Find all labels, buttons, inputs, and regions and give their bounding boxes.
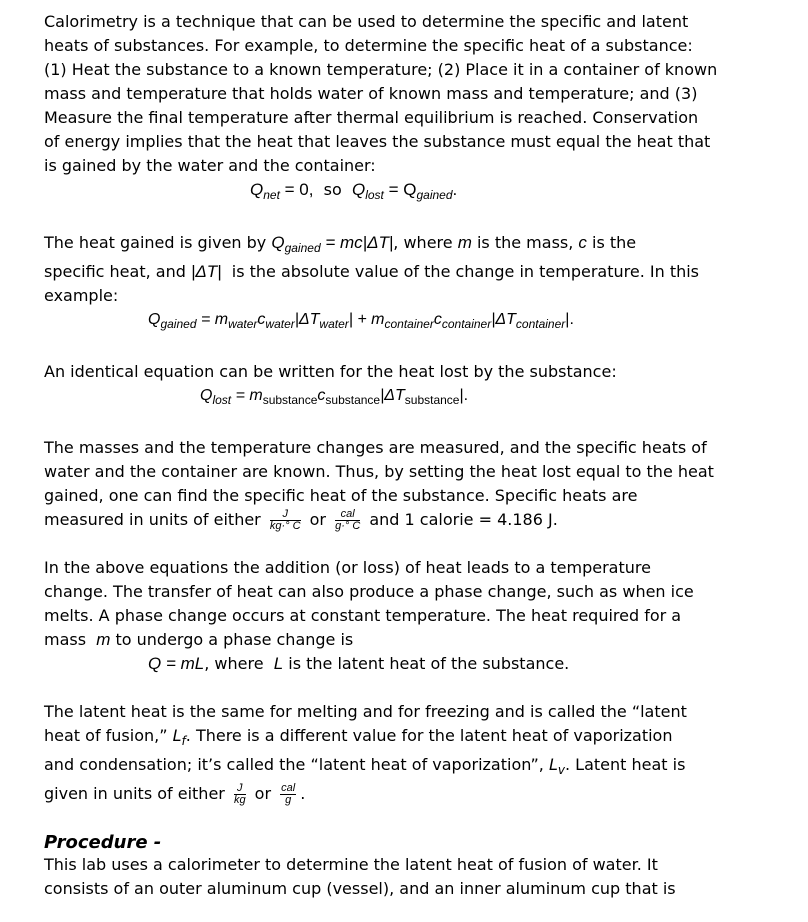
eq-symbol: L	[273, 654, 284, 673]
paragraph-line: melts. A phase change occurs at constant temperature. The heat required for a	[44, 606, 682, 625]
text: measured in units of either	[44, 510, 266, 529]
eq-text: so	[313, 180, 352, 199]
eq-symbol: Q	[200, 387, 213, 404]
fraction-cal-per-g	[280, 783, 296, 806]
eq-symbol: c	[433, 311, 442, 328]
paragraph-line	[44, 260, 744, 284]
eq-subscript: net	[263, 188, 280, 202]
intro-paragraph	[44, 10, 744, 178]
eq-symbol: m	[457, 233, 472, 252]
text: . Latent heat is	[565, 755, 686, 774]
numerator: J	[270, 509, 301, 521]
eq-text: = 0,	[279, 180, 314, 199]
paragraph-line: water and the container are known. Thus, by setting the heat lost equal to the heat	[44, 462, 714, 481]
text: heat of fusion,”	[44, 726, 173, 745]
eq-subscript: gained	[160, 317, 197, 331]
text: is the latent heat of the substance.	[283, 654, 570, 673]
intro-line: is gained by the water and the container:	[44, 156, 376, 175]
paragraph-line: The masses and the temperature changes are measured, and the specific heats of	[44, 438, 707, 457]
eq-symbol: Q	[271, 233, 285, 252]
eq-text: |ΔT	[491, 311, 516, 328]
intro-line: (1) Heat the substance to a known temperature; (2) Place it in a container of known	[44, 60, 718, 79]
text: given in units of either	[44, 784, 230, 803]
numerator: cal	[335, 509, 360, 521]
numerator: J	[234, 783, 246, 795]
eq-text: |.	[565, 311, 574, 328]
text: is the absolute value of the change in temperature. In this	[221, 262, 700, 281]
paragraph-line	[44, 782, 744, 806]
eq-text: = m	[196, 311, 229, 328]
eq-subscript: lost	[212, 393, 232, 407]
eq-subscript: gained	[416, 188, 453, 202]
text: or	[304, 510, 332, 529]
fraction-j-per-kgc	[270, 509, 301, 532]
eq-subscript: substance	[404, 393, 460, 407]
paragraph-line	[44, 724, 744, 753]
eq-text: | + m	[348, 311, 385, 328]
eq-subscript: substance	[325, 393, 381, 407]
eq-symbol: c	[578, 233, 587, 252]
intro-line: mass and temperature that holds water of known mass and temperature; and (3)	[44, 84, 698, 103]
eq-symbol: Q	[148, 311, 161, 328]
text: is the	[586, 233, 637, 252]
paragraph-line: In the above equations the addition (or loss) of heat leads to a temperature	[44, 558, 651, 577]
eq-subscript: container	[515, 317, 566, 331]
equation-heat-gained	[44, 308, 744, 336]
fraction-j-per-kg	[234, 783, 246, 806]
paragraph-line: change. The transfer of heat can also produce a phase change, such as when ice	[44, 582, 694, 601]
paragraph-line: consists of an outer aluminum cup (vessel), and an inner aluminum cup that is	[44, 879, 676, 898]
paragraph-line	[44, 231, 744, 260]
text: , where	[393, 233, 458, 252]
numerator: cal	[281, 782, 296, 794]
paragraph-line	[44, 508, 744, 532]
text: The heat gained is given by	[44, 233, 272, 252]
text: specific heat, and	[44, 262, 191, 281]
eq-subscript: container	[384, 317, 434, 331]
eq-subscript: f	[181, 734, 186, 748]
text: is the mass,	[471, 233, 579, 252]
phase-change-paragraph	[44, 556, 744, 676]
intro-line: Measure the final temperature after thermal equilibrium is reached. Conservation	[44, 108, 699, 127]
text: mass	[44, 630, 97, 649]
eq-subscript: water	[319, 317, 349, 331]
intro-line: of energy implies that the heat that leaves the substance must equal the heat that	[44, 132, 711, 151]
eq-subscript: container	[441, 317, 492, 331]
document-page	[44, 10, 744, 901]
equation-net-heat	[44, 178, 744, 207]
intro-line: heats of substances. For example, to determine the specific heat of a substance:	[44, 36, 693, 55]
fraction-cal-per-gc	[335, 509, 360, 532]
eq-symbol: m	[96, 630, 111, 649]
eq-subscript: water	[228, 317, 258, 331]
paragraph-line: This lab uses a calorimeter to determine the latent heat of fusion of water. It	[44, 855, 658, 874]
latent-heat-paragraph	[44, 700, 744, 806]
eq-subscript: lost	[365, 188, 384, 202]
text: .	[300, 784, 306, 803]
text: or	[249, 784, 277, 803]
eq-symbol: |ΔT|	[190, 262, 222, 281]
denominator: g	[285, 794, 292, 806]
eq-symbol: Q	[351, 180, 366, 199]
intro-line: Calorimetry is a technique that can be used to determine the specific and latent	[44, 12, 689, 31]
eq-text: = m	[231, 387, 263, 404]
heat-gained-paragraph	[44, 231, 744, 308]
eq-symbol: L	[172, 726, 182, 745]
eq-subscript: gained	[284, 241, 321, 255]
eq-symbol: c	[257, 311, 266, 328]
paragraph-line: example:	[44, 286, 119, 305]
denominator: kg	[233, 794, 246, 806]
heat-lost-intro: An identical equation can be written for the heat lost by the substance:	[44, 362, 617, 381]
text: . There is a different value for the latent heat of vaporization	[185, 726, 673, 745]
eq-text: |.	[459, 387, 469, 404]
eq-text: Q = mL	[148, 654, 205, 673]
specific-heat-paragraph	[44, 436, 744, 532]
eq-subscript: substance	[262, 393, 318, 407]
paragraph-line: The latent heat is the same for melting and for freezing and is called the “latent	[44, 702, 687, 721]
eq-text: = mc|ΔT|	[320, 233, 394, 252]
paragraph-line	[44, 628, 744, 652]
eq-symbol: L	[548, 755, 558, 774]
denominator: kg·° C	[269, 520, 301, 532]
text: to undergo a phase change is	[110, 630, 354, 649]
procedure-heading: Procedure -	[44, 832, 162, 853]
text: , where	[204, 654, 274, 673]
equation-heat-lost	[44, 384, 744, 412]
paragraph-line	[44, 753, 744, 782]
eq-subscript: v	[557, 763, 565, 777]
eq-text: |ΔT	[294, 311, 320, 328]
eq-symbol: c	[317, 387, 326, 404]
eq-subscript: water	[265, 317, 295, 331]
text: and condensation; it’s called the “latent heat of vaporization”,	[44, 755, 549, 774]
denominator: g·° C	[335, 520, 361, 532]
eq-text: .	[452, 180, 458, 199]
text: and 1 calorie = 4.186 J.	[364, 510, 558, 529]
eq-symbol: Q	[250, 180, 264, 199]
equation-latent-heat	[44, 652, 744, 676]
paragraph-line: gained, one can find the specific heat of the substance. Specific heats are	[44, 486, 638, 505]
eq-text: |ΔT	[380, 387, 405, 404]
eq-text: = Q	[383, 180, 417, 199]
